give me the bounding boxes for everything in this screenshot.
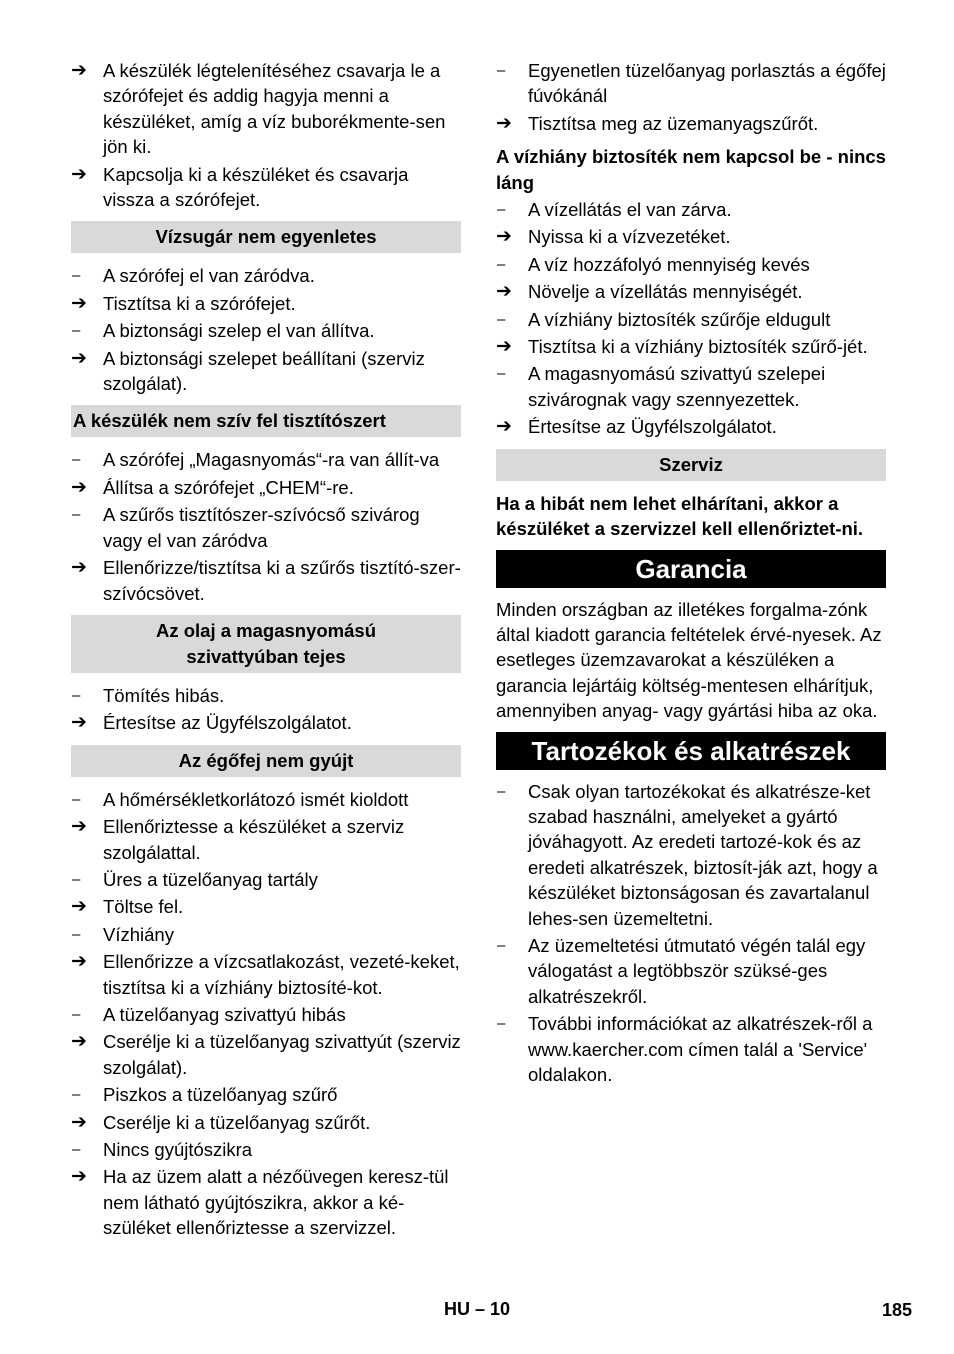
arrow-right-icon: ➔	[71, 163, 87, 185]
dash-bullet-icon: –	[72, 686, 81, 704]
arrow-right-icon: ➔	[71, 712, 87, 734]
list-item-text: A szórófej el van záródva.	[103, 265, 315, 287]
dash-bullet-icon: –	[72, 1086, 81, 1104]
arrow-right-icon: ➔	[71, 476, 87, 498]
list-item	[496, 197, 886, 222]
arrow-right-icon: ➔	[71, 347, 87, 369]
list-item	[496, 1011, 886, 1087]
list-item	[71, 291, 461, 316]
dash-bullet-icon: –	[72, 451, 81, 469]
right-column	[496, 58, 886, 1089]
list-item-text: Tisztítsa ki a vízhiány biztosíték szűrő-jét.	[528, 336, 868, 358]
water-shortage-list	[496, 197, 886, 440]
list-item-text: Értesítse az Ügyfélszolgálatot.	[528, 416, 777, 438]
list-item-text: Tömítés hibás.	[103, 684, 225, 706]
list-item	[71, 922, 461, 947]
chapter-heading-warranty: Garancia	[496, 550, 886, 588]
uneven-jet-list	[71, 263, 461, 396]
list-item-text: Ellenőrizze a vízcsatlakozást, vezeté-keket, tisztítsa ki a vízhiány biztosíté-kot.	[103, 951, 460, 998]
dash-bullet-icon: –	[72, 925, 81, 943]
list-item	[496, 111, 886, 136]
dash-bullet-icon: –	[497, 782, 506, 800]
arrow-right-icon: ➔	[71, 1031, 87, 1053]
list-item	[71, 1164, 461, 1240]
arrow-right-icon: ➔	[71, 557, 87, 579]
list-item	[496, 414, 886, 439]
list-item	[71, 787, 461, 812]
list-item	[496, 361, 886, 412]
arrow-right-icon: ➔	[496, 336, 512, 358]
arrow-right-icon: ➔	[71, 1111, 87, 1133]
list-item	[71, 1029, 461, 1080]
arrow-right-icon: ➔	[71, 1166, 87, 1188]
arrow-right-icon: ➔	[71, 896, 87, 918]
list-item-text: A szűrős tisztítószer-szívócső szivárog vagy el van záródva	[103, 504, 420, 551]
list-item-text: Csak olyan tartozékokat és alkatrésze-ket szabad használni, amelyeket a gyártó jóváhagyott. Az eredeti tartozé-kok és az eredeti alkatrészek, biztosít-ják azt, hogy a készüléket biztonságosan és zavartalanul lehes-sen üzemeltetni.	[528, 780, 878, 929]
list-item	[496, 224, 886, 249]
intro-list	[71, 58, 461, 212]
section-heading-uneven-jet: Vízsugár nem egyenletes	[71, 221, 461, 253]
section-heading-service: Szerviz	[496, 449, 886, 481]
heading-line: szivattyúban tejes	[186, 645, 346, 667]
dash-bullet-icon: –	[497, 310, 506, 328]
list-item	[496, 279, 886, 304]
list-item	[496, 334, 886, 359]
dash-bullet-icon: –	[497, 62, 506, 79]
list-item-text: Töltse fel.	[103, 896, 184, 918]
list-item-text: A tüzelőanyag szivattyú hibás	[103, 1003, 346, 1025]
service-text: Ha a hibát nem lehet elhárítani, akkor a készüléket a szervizzel kell ellenőriztet-ni.	[496, 492, 864, 540]
dash-bullet-icon: –	[497, 255, 506, 273]
dash-bullet-icon: –	[72, 322, 81, 340]
list-item-text: A hőmérsékletkorlátozó ismét kioldott	[103, 788, 409, 810]
list-item	[71, 683, 461, 708]
list-item	[71, 814, 461, 865]
list-item	[496, 252, 886, 277]
list-item-text: Kapcsolja ki a készüléket és csavarja vissza a szórófejet.	[103, 163, 409, 211]
section-heading-burner-no-ignite: Az égőfej nem gyújt	[71, 745, 461, 777]
list-item	[71, 894, 461, 919]
list-item	[496, 58, 886, 109]
list-item-text: Állítsa a szórófejet „CHEM“-re.	[103, 476, 354, 498]
dash-bullet-icon: –	[72, 790, 81, 808]
dash-bullet-icon: –	[72, 1141, 81, 1158]
list-item	[71, 1110, 461, 1135]
list-item	[71, 1002, 461, 1027]
burner-list	[71, 787, 461, 1241]
list-item-text: Nincs gyújtószikra	[103, 1139, 253, 1160]
list-item	[71, 346, 461, 397]
arrow-right-icon: ➔	[496, 112, 512, 134]
right-intro-list	[496, 58, 886, 136]
list-item-text: Egyenetlen tüzelőanyag porlasztás a égőfej fúvókánál	[528, 60, 886, 107]
arrow-right-icon: ➔	[496, 416, 512, 438]
dash-bullet-icon: –	[497, 201, 506, 219]
list-item	[71, 555, 461, 606]
section-heading-milky-oil	[71, 615, 461, 673]
list-item-text: Ha az üzem alatt a nézőüvegen keresz-tül nem látható gyújtószikra, akkor a ké-szüléket ellenőriztesse a szervizzel.	[103, 1166, 449, 1239]
accessories-list	[496, 779, 886, 1088]
list-item	[71, 1082, 461, 1107]
list-item-text: A készülék légtelenítéséhez csavarja le a szórófejet és addig hagyja menni a készüléket, amíg a víz buborékmente-sen jön ki.	[103, 60, 446, 158]
list-item	[496, 307, 886, 332]
list-item-text: Vízhiány	[103, 923, 174, 945]
list-item	[71, 710, 461, 735]
dash-bullet-icon: –	[72, 870, 81, 888]
list-item	[71, 1137, 461, 1162]
list-item	[71, 318, 461, 343]
list-item-text: Nyissa ki a vízvezetéket.	[528, 226, 731, 248]
dash-bullet-icon: –	[72, 267, 81, 285]
arrow-right-icon: ➔	[71, 951, 87, 973]
list-item-text: Ellenőrizze/tisztítsa ki a szűrős tisztító-szer-szívócsövet.	[103, 557, 461, 604]
list-item	[71, 475, 461, 500]
list-item	[496, 933, 886, 1009]
water-shortage-heading: A vízhiány biztosíték nem kapcsol be - nincs láng	[496, 146, 886, 193]
list-item	[71, 58, 461, 160]
list-item	[71, 162, 461, 213]
list-item-text: A vízellátás el van zárva.	[528, 199, 732, 221]
warranty-text: Minden országban az illetékes forgalma-zónk által kiadott garancia feltételek érvé-nyesek. Az esetleges üzemzavarokat a készüléken a garancia lejártáig költség-mentesen elhárítjuk, amennyiben anyag- vagy gyártási hiba az oka.	[496, 598, 882, 722]
chapter-heading-accessories: Tartozékok és alkatrészek	[496, 732, 886, 770]
list-item	[71, 447, 461, 472]
list-item-text: Cserélje ki a tüzelőanyag szűrőt.	[103, 1111, 371, 1133]
arrow-right-icon: ➔	[496, 226, 512, 248]
list-item-text: Piszkos a tüzelőanyag szűrő	[103, 1084, 338, 1106]
dash-bullet-icon: –	[497, 936, 506, 954]
section-heading-no-detergent: A készülék nem szív fel tisztítószert	[71, 405, 461, 437]
list-item-text: Tisztítsa ki a szórófejet.	[103, 292, 296, 314]
list-item-text: Az üzemeltetési útmutató végén talál egy válogatást a legtöbbször szüksé-ges alkatrészekről.	[528, 934, 866, 1007]
list-item-text: A szórófej „Magasnyomás“-ra van állít-va	[103, 449, 440, 471]
list-item-text: A víz hozzáfolyó mennyiség kevés	[528, 253, 810, 275]
list-item	[71, 867, 461, 892]
list-item-text: Növelje a vízellátás mennyiségét.	[528, 281, 803, 303]
arrow-right-icon: ➔	[71, 816, 87, 838]
list-item-text: Ellenőriztesse a készüléket a szerviz szolgálattal.	[103, 816, 405, 863]
list-item-text: Tisztítsa meg az üzemanyagszűrőt.	[528, 112, 819, 134]
dash-bullet-icon: –	[497, 1015, 506, 1033]
list-item-text: Üres a tüzelőanyag tartály	[103, 868, 318, 890]
list-item	[71, 502, 461, 553]
list-item-text: Cserélje ki a tüzelőanyag szivattyút (szerviz szolgálat).	[103, 1031, 461, 1078]
left-column	[71, 58, 461, 1243]
arrow-right-icon: ➔	[496, 281, 512, 303]
list-item-text: A vízhiány biztosíték szűrője eldugult	[528, 308, 831, 330]
list-item	[71, 263, 461, 288]
list-item	[496, 779, 886, 931]
list-item-text: További információkat az alkatrészek-ről a www.kaercher.com címen talál a 'Service' oldalakon.	[528, 1013, 873, 1085]
list-item-text: A biztonsági szelep el van állítva.	[103, 320, 375, 342]
list-item	[71, 949, 461, 1000]
no-detergent-list	[71, 447, 461, 605]
footer-language-page: HU – 10	[443, 1299, 511, 1319]
list-item-text: A magasnyomású szivattyú szelepei szivárognak vagy szennyezettek.	[528, 363, 826, 410]
dash-bullet-icon: –	[72, 506, 81, 524]
arrow-right-icon: ➔	[71, 292, 87, 314]
milky-oil-list	[71, 683, 461, 736]
page-number: 185	[881, 1300, 912, 1320]
heading-line: Az olaj a magasnyomású	[155, 619, 377, 641]
dash-bullet-icon: –	[497, 365, 506, 383]
arrow-right-icon: ➔	[71, 60, 87, 81]
list-item-text: Értesítse az Ügyfélszolgálatot.	[103, 712, 352, 734]
dash-bullet-icon: –	[72, 1005, 81, 1023]
list-item-text: A biztonsági szelepet beállítani (szerviz szolgálat).	[103, 347, 425, 395]
